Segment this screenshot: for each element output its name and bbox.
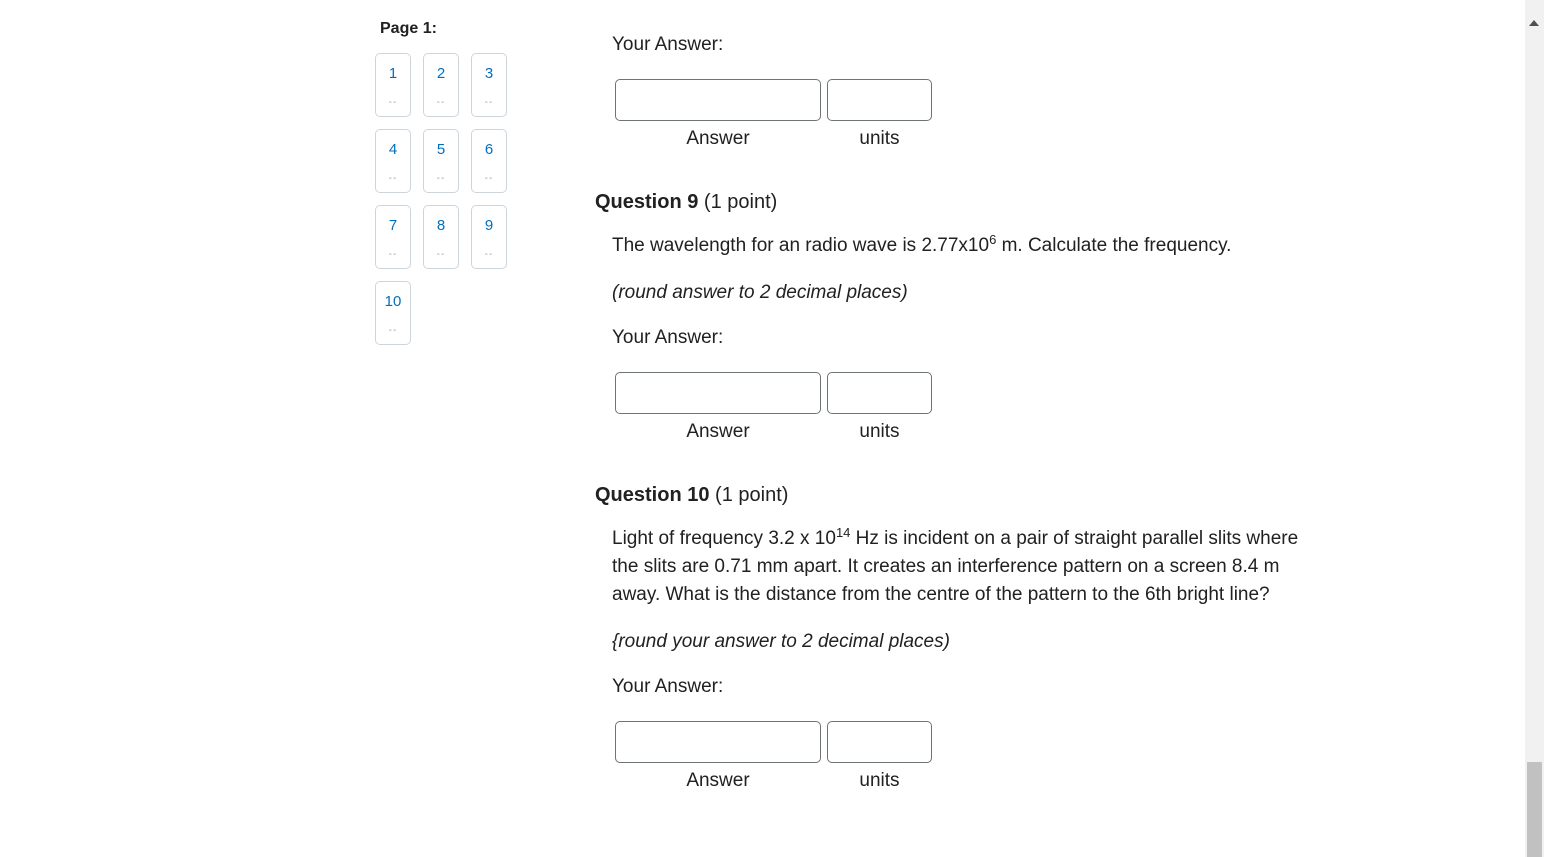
- question-tile-status: --: [388, 97, 398, 108]
- question-tile-number: 1: [388, 65, 398, 82]
- question-tile-number: 4: [388, 141, 398, 158]
- question-tile-number: 9: [484, 217, 494, 234]
- q10-answer-caption: Answer: [686, 770, 750, 791]
- q10-question-text: [612, 525, 1327, 609]
- q9-answer-caption: Answer: [686, 421, 750, 442]
- q9-text-part-1: The wavelength for an radio wave is 2.77x10: [612, 235, 990, 256]
- q10-rounding-hint: {round your answer to 2 decimal places): [612, 631, 950, 652]
- question-tile-number: 10: [384, 293, 402, 310]
- question-tile-status: --: [484, 97, 494, 108]
- question-tile-number: 8: [436, 217, 446, 234]
- q10-answer-input[interactable]: [615, 721, 821, 763]
- q8-units-caption: units: [859, 128, 900, 149]
- q10-text-part-2: Hz is incident on a pair of straight parallel slits where the slits are 0.71 mm apart. It creates an interference pattern on a screen 8.4 m away. What is the distance from the centre of the pattern to the 6th bright line?: [612, 528, 1299, 605]
- question-tile-status: --: [436, 249, 446, 260]
- q10-text-part-1: Light of frequency 3.2 x 10: [612, 528, 836, 549]
- question-tile-status: --: [436, 97, 446, 108]
- question-tile-2[interactable]: [423, 53, 459, 117]
- question-tile-number: 7: [388, 217, 398, 234]
- q9-rounding-hint: (round answer to 2 decimal places): [612, 282, 908, 303]
- question-tile-3[interactable]: [471, 53, 507, 117]
- q8-units-input[interactable]: [827, 79, 932, 121]
- q9-text-part-2: m. Calculate the frequency.: [996, 235, 1232, 256]
- question-tile-9[interactable]: [471, 205, 507, 269]
- question-tile-status: --: [484, 249, 494, 260]
- q10-units-caption: units: [859, 770, 900, 791]
- q8-your-answer-label: Your Answer:: [612, 34, 724, 55]
- q10-your-answer-label: Your Answer:: [612, 676, 724, 697]
- question-tile-1[interactable]: [375, 53, 411, 117]
- q9-question-text: [612, 232, 1372, 260]
- q9-units-input[interactable]: [827, 372, 932, 414]
- q9-units-caption: units: [859, 421, 900, 442]
- q9-heading-title: Question 9: [595, 191, 699, 213]
- q8-answer-input[interactable]: [615, 79, 821, 121]
- question-tile-number: 6: [484, 141, 494, 158]
- scroll-up-arrow-icon[interactable]: [1529, 20, 1539, 26]
- question-tile-status: --: [436, 173, 446, 184]
- question-tile-7[interactable]: [375, 205, 411, 269]
- q10-heading-points: (1 point): [715, 484, 789, 506]
- q9-text-exponent: 6: [989, 232, 997, 247]
- q8-answer-caption: Answer: [686, 128, 750, 149]
- question-tile-5[interactable]: [423, 129, 459, 193]
- question-tile-status: --: [388, 325, 398, 336]
- q9-your-answer-label: Your Answer:: [612, 327, 724, 348]
- q10-heading: [595, 484, 788, 507]
- q9-heading: [595, 191, 777, 214]
- q10-units-input[interactable]: [827, 721, 932, 763]
- q10-heading-title: Question 10: [595, 484, 710, 506]
- question-tile-10[interactable]: [375, 281, 411, 345]
- question-tile-status: --: [388, 173, 398, 184]
- question-tile-8[interactable]: [423, 205, 459, 269]
- q10-text-exponent: 14: [835, 525, 851, 540]
- page-scrollbar[interactable]: [1525, 0, 1544, 857]
- q9-heading-points: (1 point): [703, 191, 778, 213]
- q9-answer-input[interactable]: [615, 372, 821, 414]
- question-tile-6[interactable]: [471, 129, 507, 193]
- question-tile-status: --: [388, 249, 398, 260]
- nav-page-title: Page 1:: [380, 20, 437, 37]
- question-tile-status: --: [484, 173, 494, 184]
- question-tile-number: 5: [436, 141, 446, 158]
- question-tile-4[interactable]: [375, 129, 411, 193]
- question-tile-number: 2: [436, 65, 446, 82]
- scrollbar-thumb[interactable]: [1527, 762, 1542, 857]
- question-tile-number: 3: [484, 65, 494, 82]
